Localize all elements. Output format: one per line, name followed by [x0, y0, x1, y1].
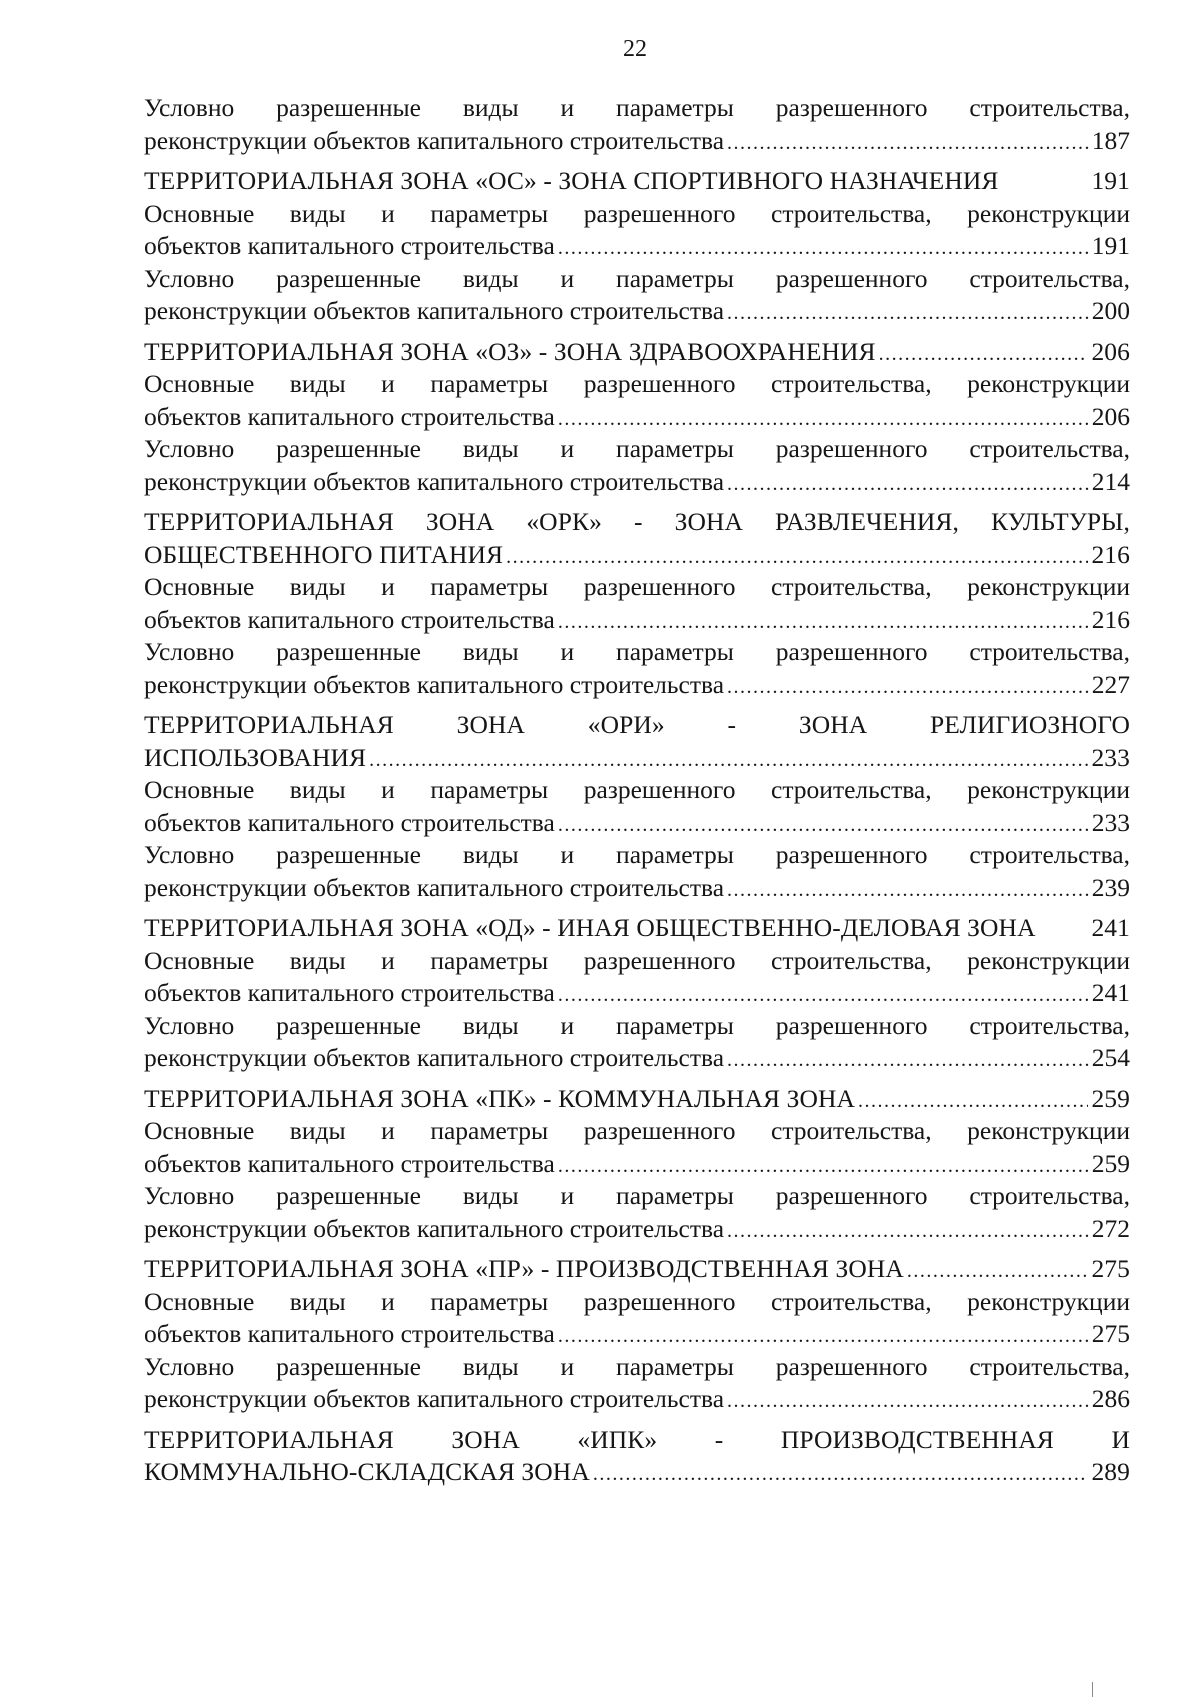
dot-leader — [727, 1221, 1089, 1241]
toc-entry-title-tail: реконструкции объектов капитального строительства — [144, 1043, 725, 1072]
toc-entry-title-tail: КОММУНАЛЬНО-СКЛАДСКАЯ ЗОНА — [144, 1457, 590, 1486]
toc-heading-entry[interactable] — [144, 336, 1130, 369]
dot-leader — [727, 1391, 1089, 1411]
toc-entry-title-tail: объектов капитального строительства — [144, 401, 555, 431]
toc-subsection-entry[interactable] — [144, 198, 1130, 263]
toc-page-number: 259 — [1091, 1148, 1130, 1178]
toc-subsection-entry[interactable] — [144, 636, 1130, 701]
page-number: 22 — [623, 36, 647, 62]
toc-page-number: 227 — [1091, 669, 1130, 699]
toc-page-number: 214 — [1091, 466, 1130, 496]
toc-heading-entry[interactable] — [144, 1083, 1130, 1116]
toc-subsection-entry[interactable] — [144, 839, 1130, 904]
toc-page-number: 233 — [1091, 807, 1130, 837]
toc-entry-title-tail: ТЕРРИТОРИАЛЬНАЯ ЗОНА «ОС» - ЗОНА СПОРТИВНОГО НАЗНАЧЕНИЯ — [144, 166, 999, 195]
dot-leader — [727, 1050, 1089, 1070]
scan-artifact-mark — [1092, 1682, 1093, 1697]
toc-entry-title-tail: объектов капитального строительства — [144, 231, 555, 260]
toc-entry-title-line: Условно разрешенные виды и параметры разрешенного строительства, — [144, 434, 1130, 463]
toc-subsection-entry[interactable] — [144, 1351, 1130, 1416]
toc-entry-last-line — [144, 1083, 1130, 1116]
toc-entry-title-line: Условно разрешенные виды и параметры разрешенного строительства, — [144, 1181, 1130, 1210]
toc-entry-title-tail: реконструкции объектов капитального строительства — [144, 1384, 725, 1413]
toc-subsection-entry[interactable] — [144, 1010, 1130, 1075]
toc-entry-title-line: Условно разрешенные виды и параметры разрешенного строительства, — [144, 263, 1130, 293]
toc-page-number: 241 — [1091, 913, 1130, 942]
toc-entry-title-tail: реконструкции объектов капитального строительства — [144, 125, 725, 155]
dot-leader — [558, 985, 1089, 1005]
toc-entry-last-line — [144, 1042, 1130, 1075]
toc-entry-last-line — [144, 336, 1130, 369]
toc-entry-title-tail: ТЕРРИТОРИАЛЬНАЯ ЗОНА «ПР» - ПРОИЗВОДСТВЕННАЯ ЗОНА — [144, 1254, 904, 1283]
dot-leader — [369, 750, 1088, 770]
dot-leader — [593, 1464, 1089, 1484]
toc-entry-last-line — [144, 807, 1130, 840]
dot-leader — [506, 547, 1088, 567]
dot-leader — [558, 1326, 1089, 1346]
dot-leader — [907, 1261, 1089, 1281]
dot-leader — [558, 815, 1089, 835]
toc-heading-entry[interactable] — [144, 165, 1130, 198]
toc-subsection-entry[interactable] — [144, 368, 1130, 433]
toc-entry-title-line: Основные виды и параметры разрешенного строительства, реконструкции — [144, 1286, 1130, 1316]
toc-page-number: 200 — [1091, 296, 1130, 325]
toc-subsection-entry[interactable] — [144, 1180, 1130, 1245]
toc-page-number: 272 — [1091, 1213, 1130, 1243]
toc-page-number: 239 — [1091, 872, 1130, 902]
toc-entry-title-tail: реконструкции объектов капитального строительства — [144, 466, 725, 496]
dot-leader — [558, 1156, 1089, 1176]
dot-leader — [858, 1091, 1088, 1111]
toc-entry-last-line — [144, 165, 1130, 198]
toc-subsection-entry[interactable] — [144, 92, 1130, 157]
toc-entry-title-line: Основные виды и параметры разрешенного строительства, реконструкции — [144, 198, 1130, 228]
toc-entry-last-line — [144, 466, 1130, 499]
dot-leader — [558, 612, 1089, 632]
toc-page-number: 233 — [1091, 742, 1130, 772]
toc-subsection-entry[interactable] — [144, 945, 1130, 1010]
toc-entry-last-line — [144, 401, 1130, 434]
toc-entry-title-tail: объектов капитального строительства — [144, 807, 555, 837]
toc-entry-title-tail: ОБЩЕСТВЕННОГО ПИТАНИЯ — [144, 539, 504, 569]
toc-heading-entry[interactable] — [144, 709, 1130, 774]
toc-entry-title-line: Основные виды и параметры разрешенного строительства, реконструкции — [144, 775, 1130, 804]
toc-entry-title-tail: реконструкции объектов капитального строительства — [144, 872, 725, 902]
toc-entry-title-line: Основные виды и параметры разрешенного строительства, реконструкции — [144, 572, 1130, 601]
toc-entry-title-tail: объектов капитального строительства — [144, 1148, 555, 1178]
toc-entry-last-line — [144, 1456, 1130, 1489]
dot-leader — [727, 303, 1089, 323]
toc-entry-title-line: Условно разрешенные виды и параметры разрешенного строительства, — [144, 840, 1130, 869]
toc-heading-entry[interactable] — [144, 506, 1130, 571]
toc-page-number: 275 — [1091, 1319, 1130, 1348]
toc-entry-last-line — [144, 1383, 1130, 1416]
toc-page-number: 206 — [1091, 401, 1130, 431]
toc-entry-title-line: ТЕРРИТОРИАЛЬНАЯ ЗОНА «ИПК» - ПРОИЗВОДСТВЕННАЯ И — [144, 1424, 1130, 1454]
toc-entry-title-line: Условно разрешенные виды и параметры разрешенного строительства, — [144, 1351, 1130, 1381]
toc-entry-last-line — [144, 1213, 1130, 1246]
toc-entry-title-tail: ИСПОЛЬЗОВАНИЯ — [144, 742, 367, 772]
toc-entry-last-line — [144, 604, 1130, 637]
toc-entry-last-line — [144, 125, 1130, 158]
toc-page-number: 216 — [1091, 539, 1130, 569]
dot-leader — [558, 409, 1089, 429]
toc-entry-last-line — [144, 669, 1130, 702]
dot-leader — [727, 880, 1089, 900]
toc-page-number: 206 — [1091, 336, 1130, 366]
toc-entry-last-line — [144, 742, 1130, 775]
toc-entry-title-tail: реконструкции объектов капитального строительства — [144, 1213, 725, 1243]
toc-subsection-entry[interactable] — [144, 263, 1130, 328]
toc-entry-title-tail: ТЕРРИТОРИАЛЬНАЯ ЗОНА «ПК» - КОММУНАЛЬНАЯ ЗОНА — [144, 1083, 856, 1113]
toc-entry-title-tail: объектов капитального строительства — [144, 978, 555, 1007]
toc-page-number: 191 — [1091, 231, 1130, 260]
toc-entry-last-line — [144, 872, 1130, 905]
dot-leader — [727, 133, 1089, 153]
toc-entry-last-line — [144, 977, 1130, 1010]
toc-entry-title-line: Основные виды и параметры разрешенного строительства, реконструкции — [144, 945, 1130, 975]
toc-entry-last-line — [144, 539, 1130, 572]
toc-page-number: 275 — [1091, 1254, 1130, 1283]
toc-subsection-entry[interactable] — [144, 1286, 1130, 1351]
toc-entry-title-line: Условно разрешенные виды и параметры разрешенного строительства, — [144, 1010, 1130, 1040]
toc-entry-title-line: Условно разрешенные виды и параметры разрешенного строительства, — [144, 637, 1130, 666]
dot-leader — [879, 344, 1089, 364]
toc-entry-title-line: ТЕРРИТОРИАЛЬНАЯ ЗОНА «ОРИ» - ЗОНА РЕЛИГИОЗНОГО — [144, 710, 1130, 739]
table-of-contents — [144, 92, 1130, 1489]
toc-subsection-entry[interactable] — [144, 774, 1130, 839]
toc-entry-title-tail: объектов капитального строительства — [144, 1319, 555, 1348]
toc-heading-entry[interactable] — [144, 912, 1130, 945]
toc-page-number: 191 — [1091, 166, 1130, 195]
toc-entry-last-line — [144, 1148, 1130, 1181]
toc-page-number: 286 — [1091, 1384, 1130, 1413]
toc-entry-last-line — [144, 912, 1130, 945]
toc-heading-entry[interactable] — [144, 1424, 1130, 1489]
dot-leader — [727, 474, 1089, 494]
toc-entry-title-tail: реконструкции объектов капитального строительства — [144, 669, 725, 699]
toc-entry-title-line: Основные виды и параметры разрешенного строительства, реконструкции — [144, 1116, 1130, 1145]
toc-entry-last-line — [144, 295, 1130, 328]
toc-page-number: 289 — [1091, 1457, 1130, 1486]
toc-entry-title-line: ТЕРРИТОРИАЛЬНАЯ ЗОНА «ОРК» - ЗОНА РАЗВЛЕЧЕНИЯ, КУЛЬТУРЫ, — [144, 507, 1130, 536]
dot-leader — [727, 677, 1089, 697]
toc-page-number: 259 — [1091, 1083, 1130, 1113]
toc-page-number: 187 — [1091, 125, 1130, 155]
toc-entry-title-line: Основные виды и параметры разрешенного строительства, реконструкции — [144, 369, 1130, 398]
toc-subsection-entry[interactable] — [144, 433, 1130, 498]
toc-entry-title-tail: ТЕРРИТОРИАЛЬНАЯ ЗОНА «ОД» - ИНАЯ ОБЩЕСТВЕННО-ДЕЛОВАЯ ЗОНА — [144, 913, 1036, 942]
toc-heading-entry[interactable] — [144, 1253, 1130, 1286]
toc-entry-title-line: Условно разрешенные виды и параметры разрешенного строительства, — [144, 93, 1130, 122]
toc-subsection-entry[interactable] — [144, 571, 1130, 636]
toc-entry-last-line — [144, 1318, 1130, 1351]
toc-subsection-entry[interactable] — [144, 1115, 1130, 1180]
toc-entry-title-tail: объектов капитального строительства — [144, 604, 555, 634]
toc-entry-last-line — [144, 230, 1130, 263]
toc-entry-title-tail: реконструкции объектов капитального строительства — [144, 296, 725, 325]
toc-entry-title-tail: ТЕРРИТОРИАЛЬНАЯ ЗОНА «ОЗ» - ЗОНА ЗДРАВООХРАНЕНИЯ — [144, 336, 876, 366]
dot-leader — [558, 238, 1089, 258]
toc-page-number: 241 — [1091, 978, 1130, 1007]
toc-page-number: 254 — [1091, 1043, 1130, 1072]
toc-entry-last-line — [144, 1253, 1130, 1286]
toc-page-number: 216 — [1091, 604, 1130, 634]
